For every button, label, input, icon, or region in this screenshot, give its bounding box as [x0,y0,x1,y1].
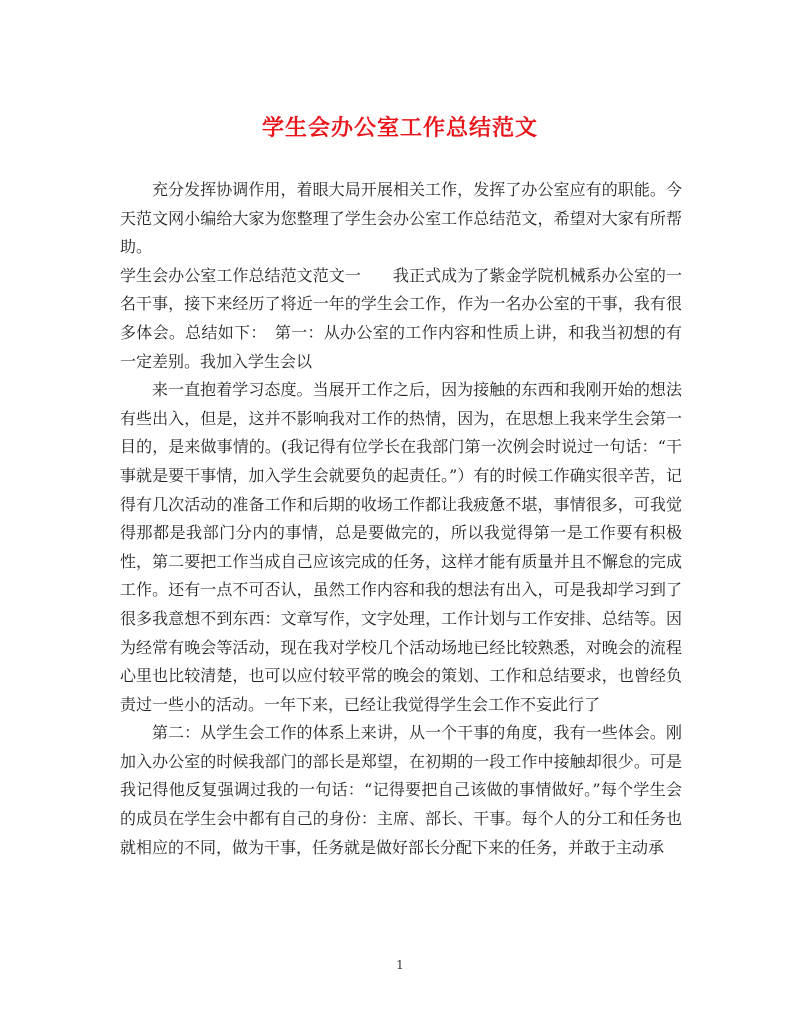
document-body [120,176,682,862]
document-title: 学生会办公室工作总结范文 [261,115,538,141]
paragraph-point-two: 第二：从学生会工作的体系上来讲，从一个干事的角度，我有一些体会。刚加入办公室的时候我部门的部长是郑望，在初期的一段工作中接触却很少。可是我记得他反复强调过我的一句话：“记得要把自己该做的事情做好。”每个学生会的成员在学生会中都有自己的身份：主席、部长、干事。每个人的分工和任务也就相应的不同，做为干事，任务就是做好部长分配下来的任务，并敢于主动承 [120,723,682,857]
paragraph-sample-one: 学生会办公室工作总结范文范文一 我正式成为了紫金学院机械系办公室的一名干事，接下来经历了将近一年的学生会工作，作为一名办公室的干事，我有很多体会。总结如下： 第一：从办公室的工作内容和性质上讲，和我当初想的有一定差别。我加入学生会以 [120,265,682,371]
paragraph-intro: 充分发挥协调作用，着眼大局开展相关工作，发挥了办公室应有的职能。今天范文网小编给大家为您整理了学生会办公室工作总结范文，希望对大家有所帮助。 [120,180,682,257]
paragraph-point-one-detail: 来一直抱着学习态度。当展开工作之后，因为接触的东西和我刚开始的想法有些出入，但是，这并不影响我对工作的热情，因为，在思想上我来学生会第一目的，是来做事情的。(我记得有位学长在我部门第一次例会时说过一句话：“干事就是要干事情，加入学生会就要负的起责任。”）有的时候工作确实很辛苦，记得有几次活动的准备工作和后期的收场工作都让我疲惫不堪，事情很多，可我觉得那都是我部门分内的事情，总是要做完的，所以我觉得第一是工作要有积极性，第二要把工作当成自己应该完成的任务，这样才能有质量并且不懈怠的完成工作。还有一点不可否认，虽然工作内容和我的想法有出入，可是我却学习到了很多我意想不到东西：文章写作，文字处理，工作计划与工作安排、总结等。因为经常有晚会等活动，现在我对学校几个活动场地已经比较熟悉，对晚会的流程心里也比较清楚，也可以应付较平常的晚会的策划、工作和总结要求，也曾经负责过一些小的活动。一年下来，已经让我觉得学生会工作不妄此行了 [120,380,682,714]
page-number: 1 [396,958,404,972]
